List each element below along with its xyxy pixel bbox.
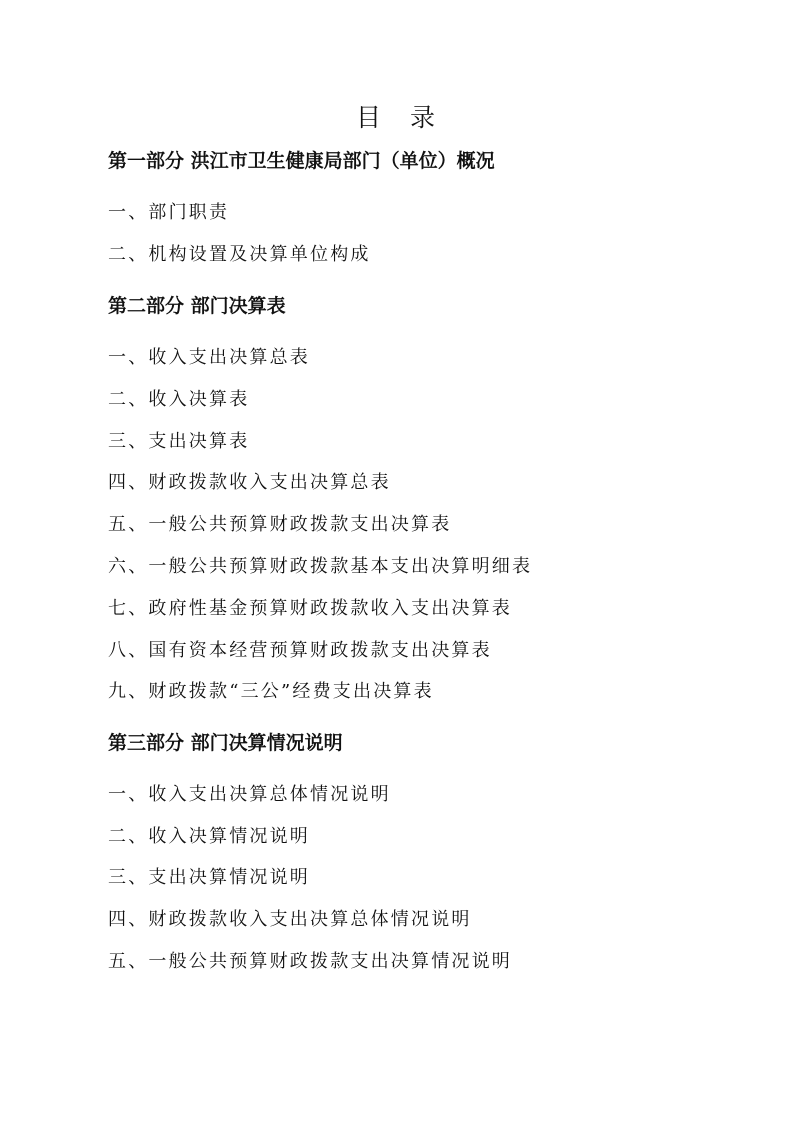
toc-item: 三、支出决算表 <box>108 431 250 452</box>
toc-item: 二、收入决算表 <box>108 389 250 410</box>
toc-item: 八、国有资本经营预算财政拨款支出决算表 <box>108 640 492 661</box>
toc-item: 三、支出决算情况说明 <box>108 867 310 888</box>
part-3-heading: 第三部分 部门决算情况说明 <box>108 732 343 754</box>
part-2-heading: 第二部分 部门决算表 <box>108 295 286 317</box>
toc-item: 四、财政拨款收入支出决算总表 <box>108 472 391 493</box>
toc-item: 四、财政拨款收入支出决算总体情况说明 <box>108 909 472 930</box>
toc-item: 五、一般公共预算财政拨款支出决算表 <box>108 514 452 535</box>
toc-item: 七、政府性基金预算财政拨款收入支出决算表 <box>108 598 512 619</box>
toc-item: 六、一般公共预算财政拨款基本支出决算明细表 <box>108 556 533 577</box>
toc-item: 一、部门职责 <box>108 202 230 223</box>
page-title: 目 录 <box>355 103 437 132</box>
toc-item: 九、财政拨款“三公”经费支出决算表 <box>108 681 434 702</box>
part-1-heading: 第一部分 洪江市卫生健康局部门（单位）概况 <box>108 150 495 172</box>
toc-item: 二、机构设置及决算单位构成 <box>108 244 371 265</box>
toc-item: 五、一般公共预算财政拨款支出决算情况说明 <box>108 951 512 972</box>
toc-item: 二、收入决算情况说明 <box>108 826 310 847</box>
toc-item: 一、收入支出决算总体情况说明 <box>108 784 391 805</box>
toc-item: 一、收入支出决算总表 <box>108 347 310 368</box>
